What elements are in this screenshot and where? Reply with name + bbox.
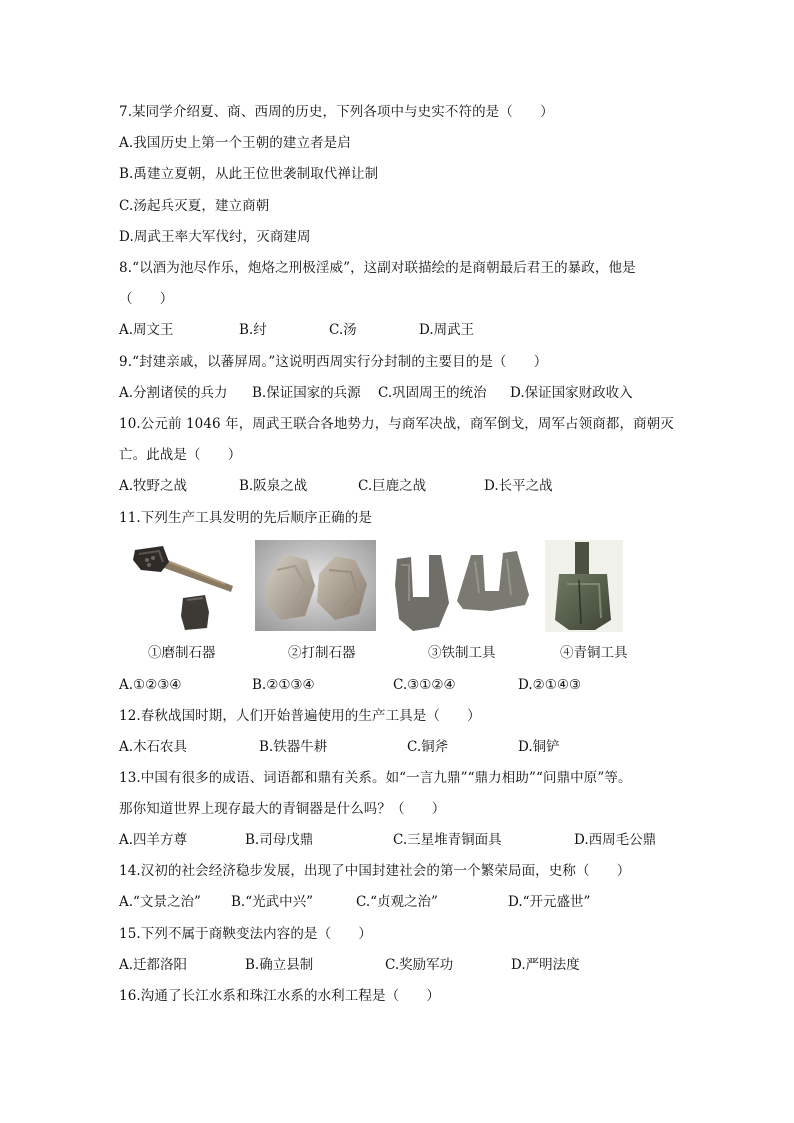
question-13-option-d: D.西周毛公鼎 <box>574 832 657 848</box>
question-15-option-d: D.严明法度 <box>511 957 580 973</box>
question-9-option-c: C.巩固周王的统治 <box>378 385 487 401</box>
question-12-option-a: A.木石农具 <box>119 739 188 755</box>
question-10-stem-cont: 亡。此战是（ ） <box>119 447 242 463</box>
question-11-option-c: C.③①②④ <box>393 677 456 693</box>
question-12-option-b: B.铁器牛耕 <box>259 739 328 755</box>
iron-tools-image <box>393 545 533 633</box>
question-7-option-d: D.周武王率大军伐纣，灭商建周 <box>119 229 311 245</box>
question-8-option-a: A.周文王 <box>119 322 174 338</box>
question-11-option-b: B.②①③④ <box>252 677 315 693</box>
ground-stone-tools-image <box>125 540 237 632</box>
question-13-stem-cont: 那你知道世界上现存最大的青铜器是什么吗？（ ） <box>119 801 446 817</box>
question-13-option-a: A.四羊方尊 <box>119 832 188 848</box>
question-15-option-c: C.奖励军功 <box>385 957 454 973</box>
question-8-stem: 8.“以酒为池尽作乐，炮烙之刑极淫威”，这副对联描绘的是商朝最后君王的暴政，他是 <box>119 260 636 276</box>
question-14-option-a: A.“文景之治” <box>119 894 201 910</box>
question-15-option-b: B.确立县制 <box>245 957 314 973</box>
question-7-option-a: A.我国历史上第一个王朝的建立者是启 <box>119 135 351 151</box>
question-14-option-d: D.“开元盛世” <box>508 894 591 910</box>
question-12-stem: 12.春秋战国时期，人们开始普遍使用的生产工具是（ ） <box>119 708 481 724</box>
question-13-option-b: B.司母戊鼎 <box>245 832 314 848</box>
question-13-stem: 13.中国有很多的成语、词语都和鼎有关系。如“一言九鼎”“鼎力相助”“问鼎中原”等。 <box>119 770 632 786</box>
question-9-option-b: B.保证国家的兵源 <box>252 385 361 401</box>
question-11-stem: 11.下列生产工具发明的先后顺序正确的是 <box>119 510 372 526</box>
question-10-option-a: A.牧野之战 <box>119 478 188 494</box>
question-9-option-a: A.分割诸侯的兵力 <box>119 385 228 401</box>
question-9-stem: 9.“封建亲戚，以蕃屏周。”这说明西周实行分封制的主要目的是（ ） <box>119 354 548 370</box>
bronze-tool-image <box>545 540 623 632</box>
question-8-option-b: B.纣 <box>239 322 267 338</box>
question-13-option-c: C.三星堆青铜面具 <box>393 832 502 848</box>
question-7-option-c: C.汤起兵灭夏，建立商朝 <box>119 198 270 214</box>
question-11-option-d: D.②①④③ <box>518 677 582 693</box>
question-9-option-d: D.保证国家财政收入 <box>510 385 633 401</box>
question-10-option-c: C.巨鹿之战 <box>358 478 427 494</box>
caption-iron-tools: ③铁制工具 <box>428 645 496 661</box>
question-10-stem: 10.公元前 1046 年，周武王联合各地势力，与商军决战，商军倒戈，周军占领商都，商朝灭 <box>119 416 674 432</box>
question-7-stem: 7.某同学介绍夏、商、西周的历史，下列各项中与史实不符的是（ ） <box>119 104 554 120</box>
question-12-option-d: D.铜铲 <box>518 739 560 755</box>
question-10-option-b: B.阪泉之战 <box>239 478 308 494</box>
question-11-option-a: A.①②③④ <box>119 677 182 693</box>
question-15-stem: 15.下列不属于商鞅变法内容的是（ ） <box>119 926 372 942</box>
question-12-option-c: C.铜斧 <box>407 739 449 755</box>
chipped-stone-tools-image <box>255 540 376 631</box>
question-16-stem: 16.沟通了长江水系和珠江水系的水利工程是（ ） <box>119 988 440 1004</box>
question-8-stem-cont: （ ） <box>119 291 174 307</box>
question-8-option-c: C.汤 <box>329 322 357 338</box>
question-7-option-b: B.禹建立夏朝，从此王位世袭制取代禅让制 <box>119 166 379 182</box>
question-10-option-d: D.长平之战 <box>484 478 553 494</box>
question-14-option-b: B.“光武中兴” <box>231 894 314 910</box>
caption-bronze-tools: ④青铜工具 <box>560 645 628 661</box>
caption-chipped-stone: ②打制石器 <box>288 645 356 661</box>
question-14-option-c: C.“贞观之治” <box>356 894 438 910</box>
question-8-option-d: D.周武王 <box>419 322 475 338</box>
caption-ground-stone: ①磨制石器 <box>148 645 216 661</box>
question-15-option-a: A.迁都洛阳 <box>119 957 188 973</box>
question-14-stem: 14.汉初的社会经济稳步发展，出现了中国封建社会的第一个繁荣局面，史称（ ） <box>119 863 631 879</box>
